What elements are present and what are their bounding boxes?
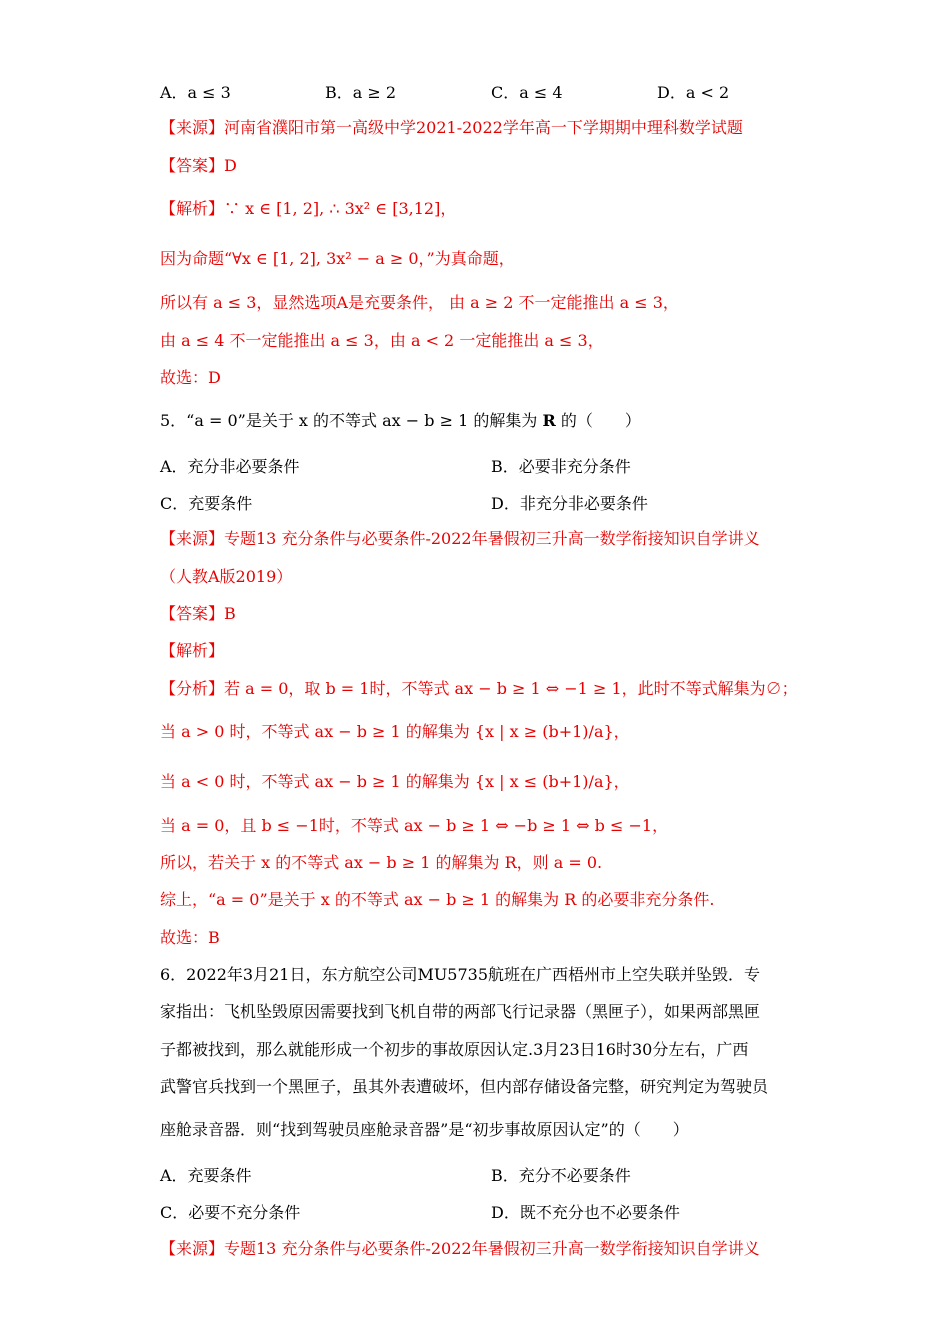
q6-source-line-1: 【来源】专题13 充分条件与必要条件-2022年暑假初三升高一数学衔接知识自学讲义: [160, 1239, 760, 1258]
q5-analysis-line-3: 当 a < 0 时，不等式 ax − b ≥ 1 的解集为 {x | x ≤ (b+1)/a}，: [160, 772, 630, 791]
q6-stem-line-3: 子都被找到，那么就能形成一个初步的事故原因认定.3月23日16时30分左右，广西: [160, 1040, 749, 1059]
q4-option-c: C．a ≤ 4: [491, 83, 563, 102]
q6-option-a: A．充要条件: [160, 1166, 252, 1185]
q5-analysis-line-6: 综上，“a = 0”是关于 x 的不等式 ax − b ≥ 1 的解集为 R 的必要非充分条件.: [160, 890, 715, 909]
q4-analysis-line-4: 由 a ≤ 4 不一定能推出 a ≤ 3，由 a < 2 一定能推出 a ≤ 3，: [160, 331, 604, 350]
q4-option-b: B．a ≥ 2: [325, 83, 397, 102]
q4-option-a: A．a ≤ 3: [160, 83, 231, 102]
q4-answer: 【答案】D: [160, 156, 237, 175]
q6-option-c: C．必要不充分条件: [160, 1203, 301, 1222]
q4-choice: 故选：D: [160, 368, 221, 387]
q5-option-d: D．非充分非必要条件: [491, 494, 648, 513]
q4-analysis-line-3: 所以有 a ≤ 3，显然选项A是充要条件， 由 a ≥ 2 不一定能推出 a ≤ 3，: [160, 293, 679, 312]
q4-analysis-line-1: 【解析】∵ x ∈ [1, 2], ∴ 3x² ∈ [3,12]，: [160, 199, 457, 218]
q5-analysis-line-5: 所以，若关于 x 的不等式 ax − b ≥ 1 的解集为 R，则 a = 0.: [160, 853, 603, 872]
q5-choice: 故选：B: [160, 928, 220, 947]
q6-stem-line-1: 6．2022年3月21日，东方航空公司MU5735航班在广西梧州市上空失联并坠毁．专: [160, 965, 761, 984]
q5-stem-bold: R: [542, 411, 556, 430]
q5-option-a: A．充分非必要条件: [160, 457, 300, 476]
q6-stem-line-5: 座舱录音器．则“找到驾驶员座舱录音器”是“初步事故原因认定”的（ ）: [160, 1120, 689, 1139]
q6-option-d: D．既不充分也不必要条件: [491, 1203, 680, 1222]
q5-analysis-line-2: 当 a > 0 时，不等式 ax − b ≥ 1 的解集为 {x | x ≥ (b+1)/a}，: [160, 722, 630, 741]
q5-jiexi-label: 【解析】: [160, 641, 225, 660]
q5-analysis-line-4: 当 a = 0，且 b ≤ −1时，不等式 ax − b ≥ 1 ⇔ −b ≥ 1 ⇔ b ≤ −1，: [160, 816, 669, 835]
q6-stem-line-2: 家指出：飞机坠毁原因需要找到飞机自带的两部飞行记录器（黑匣子），如果两部黑匣: [160, 1002, 761, 1021]
q5-option-b: B．必要非充分条件: [491, 457, 631, 476]
q5-stem: [160, 410, 800, 432]
q5-stem-pre: 5．“a = 0”是关于 x 的不等式 ax − b ≥ 1 的解集为: [160, 411, 543, 430]
q5-stem-post: 的（ ）: [555, 411, 641, 430]
q5-option-c: C．充要条件: [160, 494, 253, 513]
q5-source-line-1: 【来源】专题13 充分条件与必要条件-2022年暑假初三升高一数学衔接知识自学讲义: [160, 529, 760, 548]
q6-stem-line-4: 武警官兵找到一个黑匣子，虽其外表遭破坏，但内部存储设备完整，研究判定为驾驶员: [160, 1077, 769, 1096]
q5-source-line-2: （人教A版2019）: [160, 567, 293, 586]
q4-option-d: D．a < 2: [657, 83, 730, 102]
q5-analysis-line-1: 【分析】若 a = 0，取 b = 1时，不等式 ax − b ≥ 1 ⇔ −1 ≥ 1，此时不等式解集为∅；: [160, 679, 798, 698]
q5-answer: 【答案】B: [160, 604, 236, 623]
q4-analysis-line-2: 因为命题“∀x ∈ [1, 2], 3x² − a ≥ 0，”为真命题，: [160, 249, 515, 268]
q4-source: 【来源】河南省濮阳市第一高级中学2021-2022学年高一下学期期中理科数学试题: [160, 118, 743, 137]
q6-option-b: B．充分不必要条件: [491, 1166, 631, 1185]
